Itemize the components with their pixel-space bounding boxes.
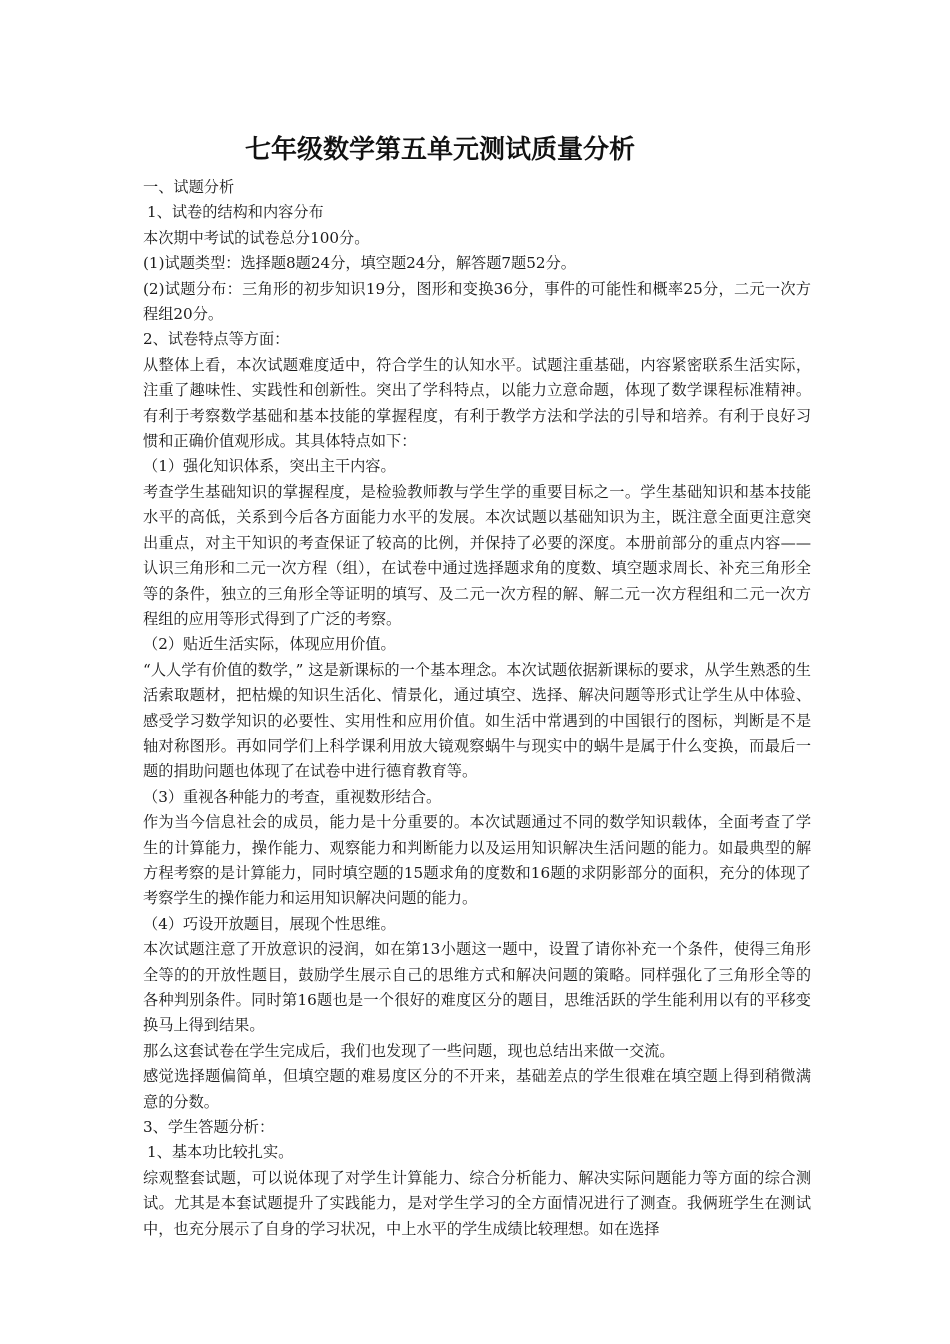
section-heading: 一、试题分析 bbox=[143, 178, 235, 196]
document-body bbox=[143, 175, 811, 1242]
paragraph: (1)试题类型：选择题8题24分，填空题24分，解答题7题52分。 bbox=[143, 254, 576, 273]
paragraph: 本次期中考试的试卷总分100分。 bbox=[143, 228, 370, 247]
paragraph: 感觉选择题偏简单，但填空题的难易度区分的不开来，基础差点的学生很难在填空题上得到稍微满意的分数。 bbox=[143, 1067, 811, 1111]
list-heading: （4）巧设开放题目，展现个性思维。 bbox=[143, 914, 396, 933]
paragraph: “人人学有价值的数学，” 这是新课标的一个基本理念。本次试题依据新课标的要求，从学生熟悉的生活索取题材，把枯燥的知识生活化、情景化，通过填空、选择、解决问题等形式让学生从中体验、感受学习数学知识的必要性、实用性和应用价值。如生活中常遇到的中国银行的图标，判断是不是轴对称图形。再如同学们上科学课利用放大镜观察蜗牛与现实中的蜗牛是属于什么变换，而最后一题的捐助问题也体现了在试卷中进行德育教育等。 bbox=[143, 660, 811, 781]
list-heading: （3）重视各种能力的考查，重视数形结合。 bbox=[143, 787, 442, 806]
subsection-heading: 1、基本功比较扎实。 bbox=[147, 1143, 294, 1162]
subsection-heading: 3、学生答题分析： bbox=[143, 1118, 275, 1137]
subsection-heading: 2、试卷特点等方面： bbox=[143, 330, 290, 349]
paragraph: (2)试题分布：三角形的初步知识19分，图形和变换36分，事件的可能性和概率25分，二元一次方程组20分。 bbox=[143, 279, 811, 324]
paragraph: 从整体上看，本次试题难度适中，符合学生的认知水平。试题注重基础，内容紧密联系生活实际，注重了趣味性、实践性和创新性。突出了学科特点，以能力立意命题，体现了数学课程标准精神。有利于考察数学基础和基本技能的掌握程度，有利于教学方法和学法的引导和培养。有利于良好习惯和正确价值观形成。其具体特点如下： bbox=[143, 355, 811, 451]
paragraph: 本次试题注意了开放意识的浸润，如在第13小题这一题中，设置了请你补充一个条件，使得三角形全等的的开放性题目，鼓励学生展示自己的思维方式和解决问题的策略。同样强化了三角形全等的各种判别条件。同时第16题也是一个很好的难度区分的题目，思维活跃的学生能利用以有的平移变换马上得到结果。 bbox=[143, 940, 811, 1035]
paragraph: 综观整套试题，可以说体现了对学生计算能力、综合分析能力、解决实际问题能力等方面的综合测试。尤其是本套试题提升了实践能力，是对学生学习的全方面情况进行了测查。我俩班学生在测试中，也充分展示了自身的学习状况，中上水平的学生成绩比较理想。如在选择 bbox=[143, 1168, 811, 1238]
document-title: 七年级数学第五单元测试质量分析 bbox=[244, 135, 635, 165]
paragraph: 考查学生基础知识的掌握程度，是检验教师教与学生学的重要目标之一。学生基础知识和基本技能水平的高低，关系到今后各方面能力水平的发展。本次试题以基础知识为主，既注意全面更注意突出重点，对主干知识的考查保证了较高的比例，并保持了必要的深度。本册前部分的重点内容——认识三角形和二元一次方程（组），在试卷中通过选择题求角的度数、填空题求周长、补充三角形全等的条件，独立的三角形全等证明的填写、及二元一次方程的解、解二元一次方程组和二元一次方程组的应用等形式得到了广泛的考察。 bbox=[143, 482, 811, 628]
list-heading: （2）贴近生活实际，体现应用价值。 bbox=[143, 635, 396, 654]
paragraph: 作为当今信息社会的成员，能力是十分重要的。本次试题通过不同的数学知识载体，全面考查了学生的计算能力，操作能力、观察能力和判断能力以及运用知识解决生活问题的能力。如最典型的解方程考察的是计算能力，同时填空题的15题求角的度数和16题的求阴影部分的面积，充分的体现了考察学生的操作能力和运用知识解决问题的能力。 bbox=[143, 813, 811, 908]
paragraph: 那么这套试卷在学生完成后，我们也发现了一些问题，现也总结出来做一交流。 bbox=[143, 1041, 675, 1060]
list-heading: （1）强化知识体系，突出主干内容。 bbox=[143, 457, 396, 476]
subsection-heading: 1、试卷的结构和内容分布 bbox=[147, 203, 324, 222]
